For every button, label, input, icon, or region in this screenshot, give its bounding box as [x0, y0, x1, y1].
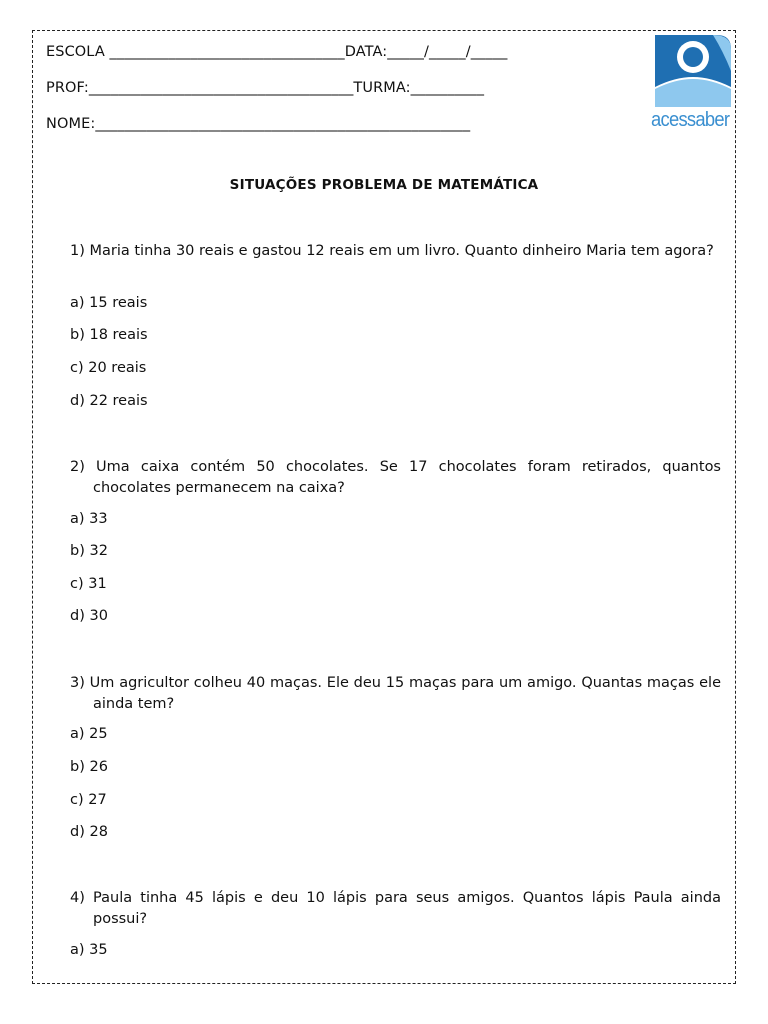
- question-2-option-a: a) 33: [70, 511, 108, 527]
- question-3: 3) Um agricultor colheu 40 maças. Ele deu 15 maças para um amigo. Quantas maças ele ainda tem?: [70, 675, 721, 712]
- acessaber-logo: [651, 31, 735, 133]
- question-4-option-a: a) 35: [70, 942, 108, 958]
- teacher-class-line: PROF:____________________________________TURMA:__________: [46, 80, 485, 96]
- question-1-option-a: a) 15 reais: [70, 295, 148, 311]
- question-1: 1) Maria tinha 30 reais e gastou 12 reais em um livro. Quanto dinheiro Maria tem agora?: [70, 243, 714, 259]
- question-1-option-d: d) 22 reais: [70, 393, 148, 409]
- name-line: NOME:___________________________________________________: [46, 116, 471, 132]
- question-3-option-b: b) 26: [70, 759, 108, 775]
- question-1-option-b: b) 18 reais: [70, 327, 148, 343]
- school-date-line: ESCOLA ________________________________DATA:_____/_____/_____: [46, 44, 508, 60]
- question-1-option-c: c) 20 reais: [70, 360, 147, 376]
- question-2-option-b: b) 32: [70, 543, 108, 559]
- page-title: SITUAÇÕES PROBLEMA DE MATEMÁTICA: [229, 177, 539, 193]
- logo-person-icon: [651, 31, 735, 111]
- question-3-option-c: c) 27: [70, 792, 107, 808]
- question-2-option-d: d) 30: [70, 608, 108, 624]
- question-3-option-d: d) 28: [70, 824, 108, 840]
- question-3-option-a: a) 25: [70, 726, 108, 742]
- page-border: [32, 30, 736, 984]
- question-2: 2) Uma caixa contém 50 chocolates. Se 17 chocolates foram retirados, quantos chocolates permanecem na caixa?: [70, 459, 721, 496]
- question-2-option-c: c) 31: [70, 576, 107, 592]
- logo-text: acessaber: [651, 109, 730, 131]
- question-4: 4) Paula tinha 45 lápis e deu 10 lápis para seus amigos. Quantos lápis Paula ainda possui?: [70, 890, 721, 927]
